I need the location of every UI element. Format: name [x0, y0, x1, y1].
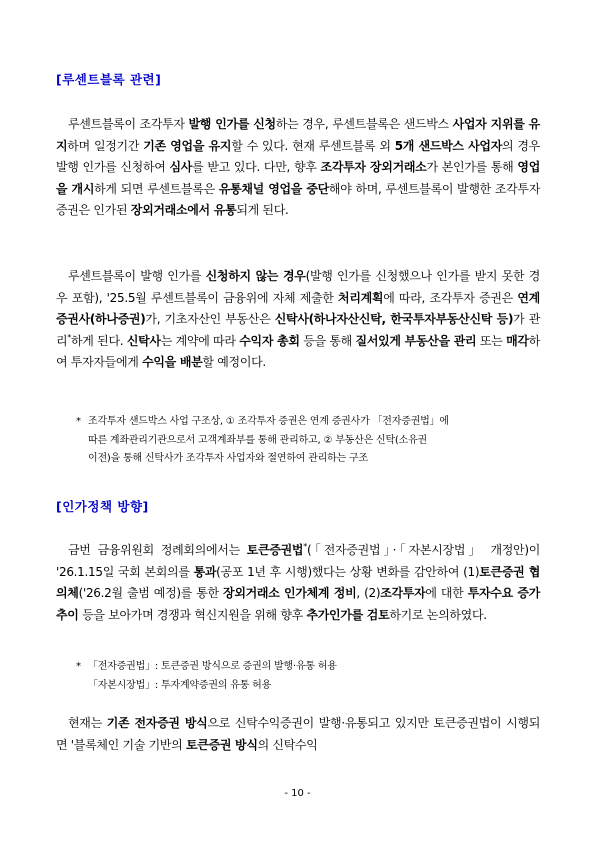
section-heading-lucentblock: [루센트블록 관련]	[56, 72, 162, 87]
footnote-line: 이전)을 통해 신탁사가 조각투자 사업자와 절연하여 관리하는 구조	[88, 453, 368, 464]
page-number: - 10 -	[284, 788, 311, 799]
footnote-line: 따른 계좌관리기관으로서 고객계좌부를 통해 관리하고, ② 부동산은 신탁(소유권	[88, 434, 428, 446]
paragraph-lucentblock-application: 루센트블록이 조각투자 발행 인가를 신청하는 경우, 루센트블록은 샌드박스 사업자 지위를 유지하며 일정기간 기존 영업을 유지할 수 있다. 현재 루센트블록 외 5개 샌드박스 사업자의 경우 발행 인가를 신청하여 심사를 받고 있다. 다만, 향후 조각투자 장외거래소가 본인가를 통해 영업을 개시하게 되면 루센트블록은 유통채널 영업을 중단해야 하며, 루센트블록이 발행한 조각투자 증권은 인가된 장외거래소에서 유통되게 된다.	[56, 117, 540, 218]
footnote-line: 조각투자 샌드박스 사업 구조상, ① 조각투자 증권은 연계 증권사가 「전자증권법」에	[88, 416, 449, 427]
paragraph-current-status: 현재는 기존 전자증권 방식으로 신탁수익증권이 발행·유통되고 있지만 토큰증권법이 시행되면 '블록체인 기술 기반의 토큰증권 방식의 신탁수익	[56, 716, 540, 752]
footnote-sandbox-structure	[76, 413, 546, 469]
section-heading-policy: [인가정책 방향]	[56, 499, 149, 514]
footnote-line: 「자본시장법」: 투자계약증권의 유통 허용	[88, 679, 272, 691]
footnote-marker: *	[76, 661, 81, 672]
footnote-laws	[76, 658, 546, 695]
paragraph-lucentblock-no-application: 루센트블록이 발행 인가를 신청하지 않는 경우(발행 인가를 신청했으나 인가를 받지 못한 경우 포함), '25.5월 루센트블록이 금융위에 자체 제출한 처리계획에 따라, 조각투자 증권은 연계 증권사(하나증권)가, 기초자산인 부동산은 신탁사(하나자산신탁, 한국투자부동산신탁 등)가 관리*하게 된다. 신탁사는 계약에 따라 수익자 총회 등을 통해 질서있게 부동산을 관리 또는 매각하여 투자자들에게 수익을 배분할 예정이다.	[56, 269, 540, 370]
footnote-line: 「전자증권법」: 토큰증권 방식으로 증권의 발행·유통 허용	[88, 661, 337, 672]
footnote-marker: *	[76, 416, 81, 427]
paragraph-policy-direction: 금번 금융위원회 정례회의에서는 토큰증권법*(「전자증권법」·「자본시장법」 개정안)이 '26.1.15일 국회 본회의를 통과(공포 1년 후 시행)했다는 상황 변화를 감안하여 (1)토큰증권 협의체('26.2월 출범 예정)를 통한 장외거래소 인가체계 정비, (2)조각투자에 대한 투자수요 증가 추이 등을 보아가며 경쟁과 혁신지원을 위해 향후 추가인가를 검토하기로 논의하였다.	[56, 542, 541, 622]
